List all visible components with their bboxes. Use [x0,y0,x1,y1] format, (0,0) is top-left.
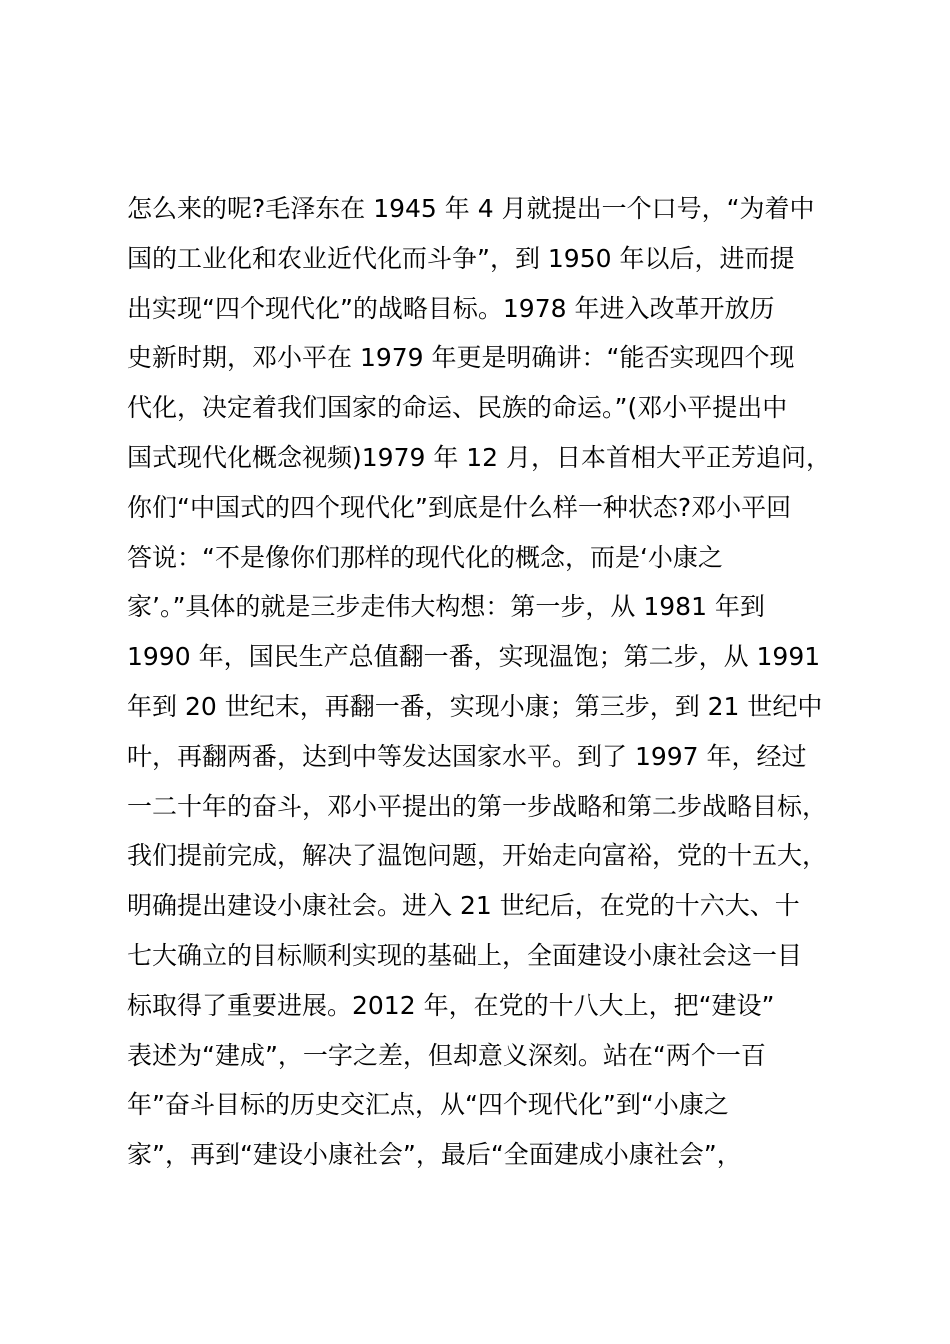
text-line: 国的工业化和农业近代化而斗争”，到 1950 年以后，进而提 [127,243,795,273]
text-line: 家”，再到“建设小康社会”，最后“全面建成小康社会”， [127,1140,742,1170]
text-line: 明确提出建设小康社会。进入 21 世纪后，在党的十六大、十 [127,891,800,921]
text-line: 叶，再翻两番，达到中等发达国家水平。到了 1997 年，经过 [127,741,807,771]
text-line: 家’。”具体的就是三步走伟大构想：第一步，从 1981 年到 [127,592,765,622]
text-line: 你们“中国式的四个现代化”到底是什么样一种状态?邓小平回 [127,492,792,522]
text-line: 出实现“四个现代化”的战略目标。1978 年进入改革开放历 [127,293,775,323]
text-line: 答说：“不是像你们那样的现代化的概念，而是‘小康之 [127,542,723,572]
text-line: 标取得了重要进展。2012 年，在党的十八大上，把“建设” [127,990,775,1020]
text-line: 代化，决定着我们国家的命运、民族的命运。”(邓小平提出中 [127,393,788,423]
text-line: 史新时期，邓小平在 1979 年更是明确讲：“能否实现四个现 [127,343,795,373]
text-line: 表述为“建成”，一字之差，但却意义深刻。站在“两个一百 [127,1040,766,1070]
text-line: 年”奋斗目标的历史交汇点，从“四个现代化”到“小康之 [127,1090,729,1120]
body-paragraph [127,184,847,1180]
text-line: 国式现代化概念视频)1979 年 12 月，日本首相大平正芳追问， [127,442,832,472]
text-line: 我们提前完成，解决了温饱问题，开始走向富裕，党的十五大， [127,841,828,871]
text-line: 怎么来的呢?毛泽东在 1945 年 4 月就提出一个口号，“为着中 [127,194,815,223]
text-line: 一二十年的奋斗，邓小平提出的第一步战略和第二步战略目标， [127,791,828,821]
text-line: 七大确立的目标顺利实现的基础上，全面建设小康社会这一目 [127,940,803,970]
text-line: 年到 20 世纪末，再翻一番，实现小康；第三步，到 21 世纪中 [127,691,823,721]
text-line: 1990 年，国民生产总值翻一番，实现温饱；第二步，从 1991 [127,642,821,672]
